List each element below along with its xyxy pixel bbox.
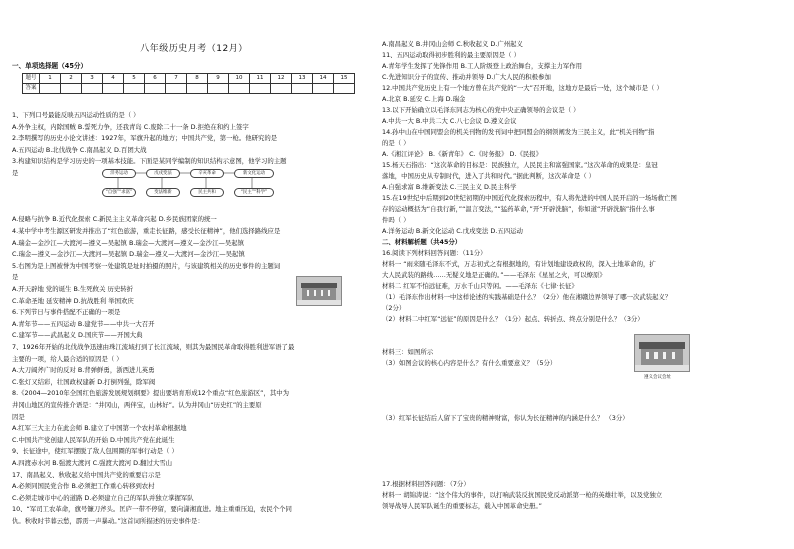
text-line: （3）如图会议的核心内容是什么？有什么重要意义？（5分）	[382, 359, 557, 367]
flow-node: “自强”“求富”	[102, 188, 136, 197]
answer-cell[interactable]	[313, 84, 334, 94]
text-line: 件吗（ ）	[382, 216, 410, 224]
text-line: C.先进知识分子的宣传、推动并领导 D.广大人民的积极参加	[382, 73, 551, 81]
text-line: 大人民武装的路线……无疑义地是正确的。”——毛泽东《星星之火，可以燎原》	[382, 271, 606, 279]
text-line: （1）毛泽东作出材料一中这样论述的实践基础是什么？（2分）他在湘赣边界领导了哪一次武装起义？	[382, 293, 672, 301]
text-line: A.北京 B.延安 C.上海 D.瑞金	[382, 95, 466, 103]
table-cell: 10	[229, 74, 250, 84]
text-line: 材料三：如图所示	[382, 348, 434, 356]
text-line: A.外争主权，内除国贼 B.誓死力争，还我青岛 C.废除二十一条 D.拒绝在和约上签字	[12, 122, 249, 131]
text-line: A.必须同国民党合作 B.必须把工作重心转移到农村	[12, 482, 155, 491]
answer-cell[interactable]	[61, 84, 82, 94]
text-line: 材料二 红军不怕远征难，万水千山只等闲。——毛泽东《七律·长征》	[382, 282, 578, 290]
text-line: A.中共一大 B.中共二大 C.八七会议 D.遵义会议	[382, 117, 517, 125]
text-line: 材料一 胡锦涛说：“这个伟大的事件，以打响武装反抗国民党反动派第一枪的英雄壮举，以及党独立	[382, 491, 663, 499]
text-line: C.张灯又结彩，壮国政权建新 D.打倒列强，除军阀	[12, 377, 156, 386]
text-line: A.四渡赤水河 B.强渡大渡河 C.强渡大渡河 D.翻过大雪山	[12, 459, 173, 467]
flow-node: 戊戌变法	[146, 169, 180, 178]
answer-table-number-row	[23, 74, 355, 84]
table-cell: 3	[82, 74, 103, 84]
text-line: 17.根据材料回答问题：（7分）	[382, 480, 470, 488]
text-line: 8.《2004—2010年全国红色旅游发展规划纲要》提出要培育形成12个重点“红色旅游区”，其中为	[12, 389, 290, 398]
flow-node: “民主”“科学”	[234, 188, 274, 197]
text-line: 3.构建知识结构是学习历史的一项基本技能。下面是某同学编制的知识结构示意图，他学习的主题	[12, 157, 287, 166]
table-cell: 13	[292, 74, 313, 84]
text-line: C.中国共产党创建人民军队的开始 D.中国共产党在此诞生	[12, 435, 175, 444]
flow-node: 变法维新	[146, 188, 180, 197]
table-cell: 1	[40, 74, 61, 84]
answer-cell[interactable]	[187, 84, 208, 94]
text-line: A.侵略与抗争 B.近代化探索 C.新民主主义革命兴起 D.乡民族团家的统一	[12, 215, 217, 224]
table-cell: 2	[61, 74, 82, 84]
answer-cell[interactable]	[208, 84, 229, 94]
text-line: 仇。秋收时节暮云愁，霹雳一声暴动。”这首词所描述的历史事件是：	[12, 517, 204, 525]
answer-cell[interactable]	[40, 84, 61, 94]
answer-cell[interactable]	[103, 84, 124, 94]
text-line: 17、南昌起义、秋收起义给中国共产党的重要启示是	[12, 470, 161, 479]
text-line: （3）红军长征结后人留下了宝贵的精神财富，你认为长征精神的内涵是什么？ （3分）	[382, 414, 629, 422]
table-cell: 5	[124, 74, 145, 84]
text-line: 14.孙中山在中国同盟会的机关刊物的发刊词中把同盟会的纲领阐发为三民主义，此“机关刊物”指	[382, 128, 655, 136]
table-cell: 8	[187, 74, 208, 84]
answer-cell[interactable]	[250, 84, 271, 94]
text-line: A.大刀阔斧广时的反对 B.背弹鲜勇，浙西进儿英勇	[12, 366, 155, 375]
text-line: 2.李明撰写的历史小论文讲述：1927年，军旗升起的地方；中国共产党，第一枪。他研究的是	[12, 134, 278, 143]
text-line: A.《湘江评论》 B.《新青年》 C.《时务报》 D.《民报》	[382, 150, 543, 158]
table-row-label: 答案	[23, 84, 40, 94]
table-cell: 12	[271, 74, 292, 84]
text-line: 7、1926年开始的北伐战争迅速由珠江流域打到了长江流域，则其为最国民革命取得胜利进军语了最	[12, 343, 295, 351]
text-line: C.必须走城市中心的道路 D.必须建立自己的军队并独立掌握军队	[12, 493, 194, 502]
table-cell: 6	[145, 74, 166, 84]
text-line: 主要的一项，给人最合适的原因是（ ）	[12, 354, 123, 363]
text-line: （2）材料二中红军“远征”的原因是什么？（1分）起点、转折点、终点分别是什么？（3分）	[382, 315, 644, 323]
answer-table	[22, 73, 355, 94]
text-line: 15.杨天石指出：“这次革命的目标是：民族独立，人民民主和富强国家。”这次革命的成果是：皇冠	[382, 161, 658, 169]
flow-node: 民主共和	[190, 188, 224, 197]
text-line: 领导战导人民军队诞生的重要标志，载入中国革命史册。”	[382, 502, 542, 510]
text-line: 5.右图为是上图被誉为中国考察一处建筑是址时拍摄的照片，与该建筑相关的历史事件的主题词	[12, 261, 281, 270]
text-line: 11、五四运动取得初步胜利的最主要原因是（ ）	[382, 51, 520, 59]
text-line: A.南昌起义 B.井冈山会师 C.秋收起义 D.广州起义	[382, 40, 523, 48]
text-line: 6.下列节日与事件搭配不正确的一项是	[12, 308, 121, 317]
text-line: 10、“军司工农革命，旗号镰刀斧头。匡庐一带不停留，要向潇湘直进。地主重重压迫，农民个个同	[12, 505, 292, 514]
text-line: C.革命圣地 延安精神 D.抗战胜利 举国欢庆	[12, 296, 134, 305]
zunyi-meeting-photo	[634, 334, 690, 372]
table-cell: 7	[166, 74, 187, 84]
text-line: C.建军节——武昌起义 D.国庆节——开国大典	[12, 331, 143, 340]
answer-cell[interactable]	[229, 84, 250, 94]
table-cell: 4	[103, 74, 124, 84]
answer-table-answer-row	[23, 84, 355, 94]
text-line: 存的运动概括为“自我行新，”“温言变法，”“猛药革命，”开“开辟洗脑”，你如道“开辟洗脑”指什么事	[382, 205, 655, 213]
answer-cell[interactable]	[145, 84, 166, 94]
exam-title: 八年级历史月考（12月）	[140, 44, 248, 54]
text-line: A.青年学生发挥了先锋作用 B.工人阶级登上政治舞台，支撑主力军作用	[382, 62, 583, 70]
text-line: 15.在19世纪中后期到20世纪初期的中国近代化探索历程中，有人将先进的中国人民开启的一场场救亡图	[382, 194, 677, 202]
text-line: 材料一 “雨来随毛泽东不式，万志初式之有根据地的，有计划地建设政权的，深入土地革命的，扩	[382, 260, 656, 268]
text-line: 是	[12, 169, 19, 177]
text-line: A.自强求富 B.维新变法 C.三民主义 D.民主科学	[382, 183, 517, 191]
text-line: 是	[12, 273, 19, 282]
text-line: 1、下列口号最能反映五四运动性质的是（ ）	[12, 111, 140, 119]
text-line: A.瑞金—金沙江—大渡河—遵义—吴起镇 B.瑞金—大渡河—遵义—金沙江—吴起镇	[12, 238, 245, 247]
text-line: A.开天辟地 党的诞生 B.生死攸关 历史转折	[12, 285, 134, 293]
table-cell: 9	[208, 74, 229, 84]
text-line: A.五四运动 B.北伐战争 C.南昌起义 D.百团大战	[12, 145, 147, 154]
knowledge-structure-diagram	[102, 168, 278, 200]
text-line: 的是（ ）	[382, 139, 410, 147]
table-row-label: 题号	[23, 74, 40, 84]
answer-cell[interactable]	[292, 84, 313, 94]
text-line: 井冈山地区的宣传推介语是：“井冈山，两伴宝，山林好”。认为井冈山“历史红”的主要原	[12, 401, 262, 409]
answer-cell[interactable]	[271, 84, 292, 94]
text-line: 因是	[12, 412, 25, 421]
table-cell: 11	[250, 74, 271, 84]
answer-cell[interactable]	[124, 84, 145, 94]
answer-cell[interactable]	[166, 84, 187, 94]
answer-cell[interactable]	[334, 84, 355, 94]
text-line: 9、长征途中，使红军摆脱了敌人包围圈的军事行动是（ ）	[12, 447, 178, 456]
flow-node: 辛亥革命	[190, 169, 224, 178]
text-line: 12.中国共产党历史上有一个地方曾在共产党的“一大”召开地，这地方是最后一处，这个城市是（ ）	[382, 84, 663, 92]
text-line: 16.阅读下列材料回答问题：（11分）	[382, 249, 487, 257]
text-line: （2分）	[382, 304, 406, 312]
table-cell: 15	[334, 74, 355, 84]
text-line: C.瑞金—遵义—金沙江—大渡河—吴起镇 D.瑞金—遵义—大渡河—金沙江—吴起镇	[12, 250, 245, 259]
text-line: 13.以下开始确立以毛泽东同志为核心的党中央正确领导的会议是（ ）	[382, 106, 580, 114]
historic-building-photo	[296, 276, 342, 306]
flow-node: 洋务运动	[102, 169, 136, 178]
text-line: 二、材料解析题（共45分）	[382, 238, 462, 246]
answer-cell[interactable]	[82, 84, 103, 94]
text-line: 落地，中国历史从专制时代，进入了共和时代。”据此判断，这次革命是（ ）	[382, 172, 596, 180]
text-line: A.洋务运动 B.新文化运动 C.戊戌变法 D.五四运动	[382, 227, 523, 235]
table-cell: 14	[313, 74, 334, 84]
text-line: 4.某中学中考生源区研发并推出了“红色旅游，重走长征路，感受长征精神”，他们选择路线应是	[12, 227, 281, 235]
section-1-heading: 一、单项选择题（45分）	[12, 62, 88, 70]
text-line: A.红军三大主力在此会师 B.建立了中国第一个农村革命根据地	[12, 424, 187, 433]
photo-caption: 遵义会议会址	[644, 375, 671, 380]
text-line: A.青年节——五四运动 B.建党节——中共一大召开	[12, 319, 155, 328]
flow-node: 新文化运动	[234, 169, 274, 178]
